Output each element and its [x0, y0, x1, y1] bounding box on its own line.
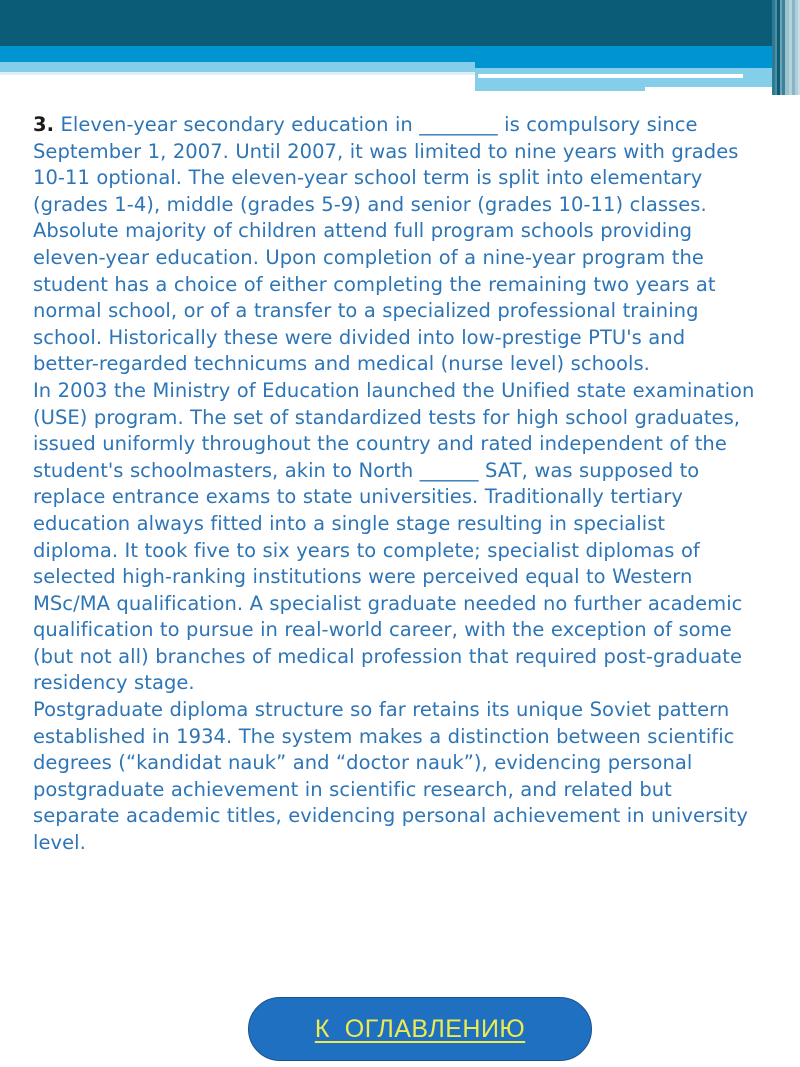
back-to-contents-button[interactable] [248, 997, 592, 1061]
slide-header-banner [0, 0, 800, 95]
paragraph-1 [33, 112, 755, 378]
header-white-cutout [645, 87, 780, 95]
header-band-bright-left [0, 46, 475, 62]
question-number: 3. [33, 113, 55, 136]
header-band-dark-teal [0, 0, 800, 46]
paragraph-2 [33, 378, 755, 697]
back-to-contents-label: К ОГЛАВЛЕНИЮ [314, 1014, 526, 1043]
paragraph-1-text: Eleven-year secondary education in ________ is compulsory since September 1, 2007. Until 2007, it was limited to nine years with grades 10-11 optional. The eleven-year school term is split into elementary (grades 1-4), middle (grades 5-9) and senior (grades 10-11) classes. Absolute majority of children attend full program schools providing eleven-year education. Upon completion of a nine-year program the student has a choice of either completing the remaining two years at normal school, or of a transfer to a specialized professional training school. Historically these were divided into low-prestige PTU's and better-regarded technicums and medical (nurse level) schools. [33, 113, 739, 376]
paragraph-3 [33, 697, 755, 857]
paragraph-3-text: Postgraduate diploma structure so far retains its unique Soviet pattern established in 1934. The system makes a distinction between scientific degrees (“kandidat nauk” and “doctor nauk”), evidencing personal postgraduate achievement in scientific research, and related but separate academic titles, evidencing personal achievement in university level. [33, 698, 749, 855]
header-white-separator-line [478, 74, 743, 78]
header-band-faint-wash [0, 72, 475, 75]
paragraph-2-text: In 2003 the Ministry of Education launched the Unified state examination (USE) program. The set of standardized tests for high school graduates, issued uniformly throughout the country and rated independent of the student's schoolmasters, akin to North ______ SAT, was supposed to replace entrance exams to state universities. Traditionally tertiary education always fitted into a single stage resulting in specialist diploma. It took five to six years to complete; specialist diplomas of selected high-ranking institutions were perceived equal to Western MSc/MA qualification. A specialist graduate needed no further academic qualification to pursue in real-world career, with the exception of some (but not all) branches of medical profession that required post-graduate residency stage. [33, 378, 755, 695]
header-band-bright-right [475, 46, 775, 68]
slide-body-text [33, 112, 755, 857]
header-band-pale-left [0, 62, 475, 72]
